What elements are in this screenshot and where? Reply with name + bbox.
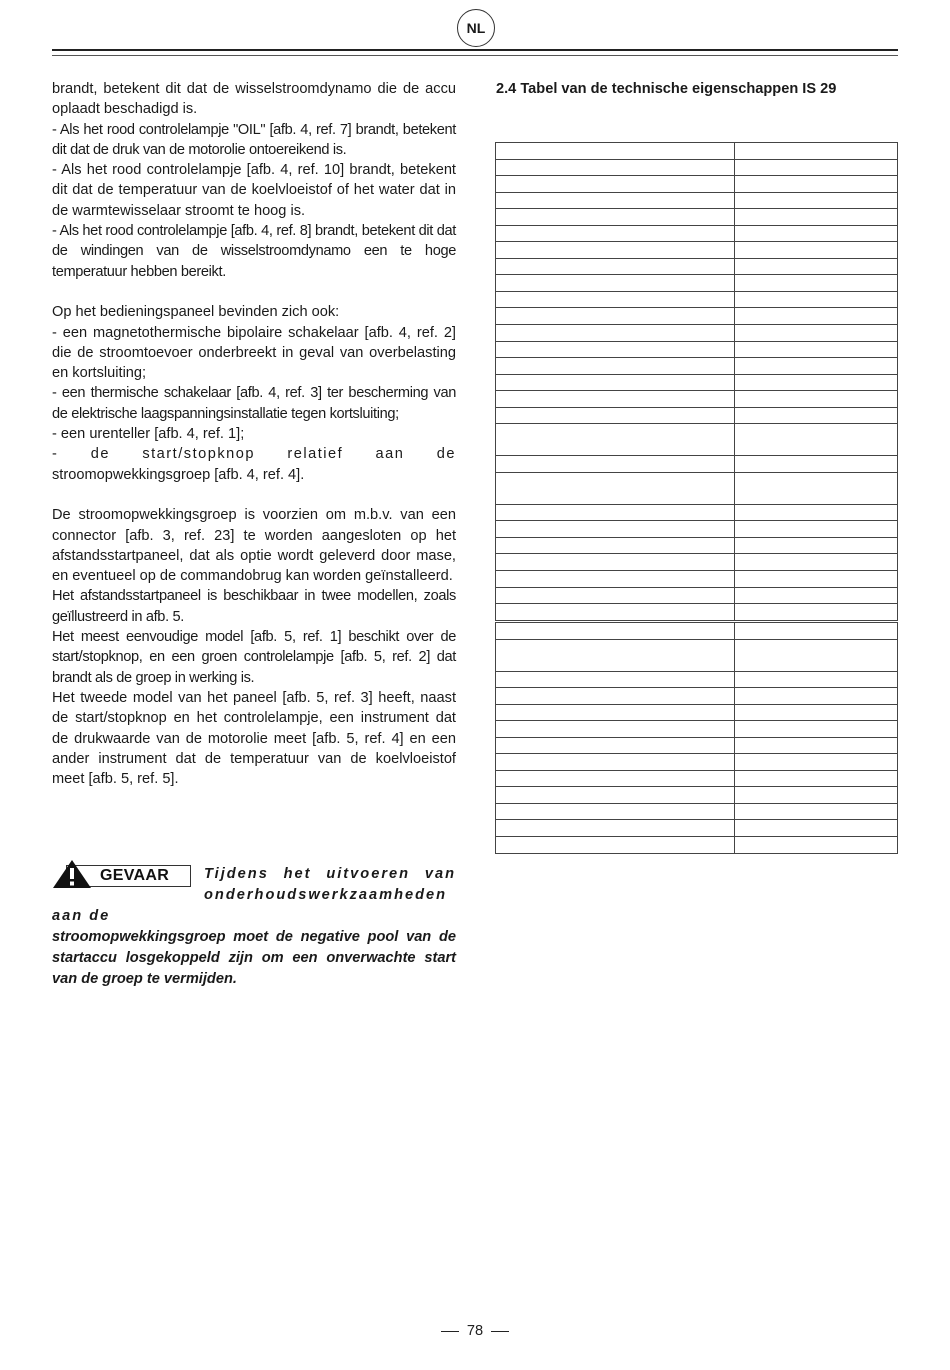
table-cell-value xyxy=(735,291,898,308)
header-rule-thin xyxy=(52,55,898,56)
table-row xyxy=(496,391,898,408)
table-row xyxy=(496,521,898,538)
table-cell-value xyxy=(735,623,898,640)
table-row xyxy=(496,671,898,688)
spec-table-2 xyxy=(495,622,898,854)
table-cell-value xyxy=(735,737,898,754)
table-cell-value xyxy=(735,424,898,456)
danger-label: GEVAAR xyxy=(100,867,170,884)
table-cell-value xyxy=(735,587,898,604)
table-cell-label xyxy=(496,358,735,375)
table-cell-label xyxy=(496,308,735,325)
table-cell-label xyxy=(496,521,735,538)
table-cell-label xyxy=(496,504,735,521)
table-cell-label xyxy=(496,820,735,837)
table-cell-value xyxy=(735,225,898,242)
table-cell-value xyxy=(735,209,898,226)
table-cell-label xyxy=(496,258,735,275)
table-row xyxy=(496,308,898,325)
table-cell-label xyxy=(496,325,735,342)
paragraph: - Als het rood controlelampje "OIL" [afb. 4, ref. 7] brandt, betekent dit dat de druk van de motorolie ontoereikend is. xyxy=(52,121,456,158)
table-cell-value xyxy=(735,803,898,820)
table-cell-value xyxy=(735,571,898,588)
table-cell-label xyxy=(496,571,735,588)
table-cell-value xyxy=(735,704,898,721)
list-item: - de start/stopknop relatief aan de xyxy=(52,446,456,463)
table-cell-label xyxy=(496,225,735,242)
table-row xyxy=(496,209,898,226)
table-cell-value xyxy=(735,671,898,688)
table-cell-value xyxy=(735,504,898,521)
table-cell-value xyxy=(735,754,898,771)
table-cell-label xyxy=(496,209,735,226)
table-cell-value xyxy=(735,770,898,787)
paragraph: - Als het rood controlelampje [afb. 4, ref. 8] brandt, betekent dit dat de windingen van de wisselstroomdynamo een te hoge temperatuur hebben bereikt. xyxy=(52,223,456,280)
table-row xyxy=(496,587,898,604)
table-cell-value xyxy=(735,242,898,259)
table-row xyxy=(496,770,898,787)
table-cell-value xyxy=(735,639,898,671)
language-badge xyxy=(457,9,495,47)
table-cell-value xyxy=(735,554,898,571)
section-title: 2.4 Tabel van de technische eigenschappen IS 29 xyxy=(496,81,837,97)
table-cell-value xyxy=(735,258,898,275)
table-cell-value xyxy=(735,837,898,854)
table-cell-label xyxy=(496,639,735,671)
warning-text: stroomopwekkingsgroep moet de negative pool van de startaccu losgekoppeld zijn om een onverwachte start van de groep te vermijden. xyxy=(52,929,456,987)
table-cell-label xyxy=(496,623,735,640)
table-cell-label xyxy=(496,721,735,738)
table-row xyxy=(496,754,898,771)
paragraph: Het meest eenvoudige model [afb. 5, ref. 1] beschikt over de start/stopknop, en een groen controlelampje [afb. 5, ref. 2] dat brandt als de groep in werking is. xyxy=(52,629,456,686)
table-row xyxy=(496,737,898,754)
table-cell-label xyxy=(496,374,735,391)
table-row xyxy=(496,604,898,621)
table-cell-label xyxy=(496,604,735,621)
table-cell-label xyxy=(496,671,735,688)
list-item: - een thermische schakelaar [afb. 4, ref. 3] ter bescherming van de elektrische laagspanningsinstallatie tegen kortsluiting; xyxy=(52,385,456,422)
list-item-continuation: stroomopwekkingsgroep [afb. 4, ref. 4]. xyxy=(52,466,305,483)
page-footer xyxy=(0,1323,950,1339)
table-row xyxy=(496,639,898,671)
table-cell-label xyxy=(496,456,735,473)
table-row xyxy=(496,688,898,705)
table-cell-value xyxy=(735,407,898,424)
table-row xyxy=(496,472,898,504)
table-row xyxy=(496,820,898,837)
table-row xyxy=(496,504,898,521)
table-cell-label xyxy=(496,770,735,787)
table-row xyxy=(496,275,898,292)
table-row xyxy=(496,721,898,738)
paragraph: Op het bedieningspaneel bevinden zich ook: xyxy=(52,304,340,321)
table-cell-label xyxy=(496,192,735,209)
table-row xyxy=(496,704,898,721)
table-cell-value xyxy=(735,192,898,209)
left-column xyxy=(52,79,456,789)
table-row xyxy=(496,571,898,588)
table-cell-value xyxy=(735,537,898,554)
page-number: 78 xyxy=(466,1323,484,1339)
table-cell-value xyxy=(735,358,898,375)
table-row xyxy=(496,787,898,804)
table-cell-label xyxy=(496,704,735,721)
table-cell-label xyxy=(496,143,735,160)
table-cell-value xyxy=(735,159,898,176)
table-cell-value xyxy=(735,374,898,391)
table-row xyxy=(496,537,898,554)
table-cell-value xyxy=(735,176,898,193)
table-row xyxy=(496,837,898,854)
table-cell-label xyxy=(496,837,735,854)
table-row xyxy=(496,803,898,820)
spec-table-1 xyxy=(495,142,898,621)
table-cell-value xyxy=(735,275,898,292)
table-cell-label xyxy=(496,587,735,604)
table-row xyxy=(496,291,898,308)
paragraph: Het tweede model van het paneel [afb. 5, ref. 3] heeft, naast de start/stopknop en het controlelampje, een instrument dat de drukwaarde van de motorolie meet [afb. 5, ref. 4] en een ander instrument dat de temperatuur van de koelvloeistof meet [afb. 5, ref. 5]. xyxy=(52,689,456,788)
list-item: - een urenteller [afb. 4, ref. 1]; xyxy=(52,426,245,443)
table-cell-label xyxy=(496,787,735,804)
table-cell-label xyxy=(496,424,735,456)
table-row xyxy=(496,407,898,424)
table-row xyxy=(496,159,898,176)
table-cell-value xyxy=(735,604,898,621)
table-cell-label xyxy=(496,275,735,292)
table-row xyxy=(496,424,898,456)
table-cell-label xyxy=(496,472,735,504)
table-cell-value xyxy=(735,143,898,160)
danger-warning xyxy=(52,864,456,990)
table-cell-value xyxy=(735,521,898,538)
table-row xyxy=(496,456,898,473)
table-cell-label xyxy=(496,737,735,754)
table-cell-label xyxy=(496,554,735,571)
warning-text: Tijdens het uitvoeren van onderhoudswerkzaamheden aan de xyxy=(52,866,456,924)
table-row xyxy=(496,623,898,640)
table-cell-value xyxy=(735,325,898,342)
table-cell-label xyxy=(496,159,735,176)
table-row xyxy=(496,143,898,160)
table-cell-value xyxy=(735,472,898,504)
table-row xyxy=(496,554,898,571)
header-rule xyxy=(52,49,898,51)
table-cell-label xyxy=(496,407,735,424)
table-row xyxy=(496,374,898,391)
danger-badge xyxy=(52,864,190,886)
paragraph: De stroomopwekkingsgroep is voorzien om m.b.v. van een connector [afb. 3, ref. 23] te worden aangesloten op het afstandsstartpaneel, dat als optie wordt geleverd door mase, en eventueel op de commandobrug kan worden geïnstalleerd. xyxy=(52,507,456,585)
table-cell-label xyxy=(496,688,735,705)
table-cell-value xyxy=(735,820,898,837)
table-row xyxy=(496,242,898,259)
paragraph: - Als het rood controlelampje [afb. 4, ref. 10] brandt, betekent dit dat de temperatuur van de koelvloeistof of het water dat in de warmtewisselaar stroomt te hoog is. xyxy=(52,162,456,219)
table-cell-label xyxy=(496,291,735,308)
table-row xyxy=(496,358,898,375)
table-cell-value xyxy=(735,308,898,325)
table-cell-value xyxy=(735,721,898,738)
table-cell-value xyxy=(735,787,898,804)
table-cell-label xyxy=(496,754,735,771)
table-row xyxy=(496,192,898,209)
table-cell-label xyxy=(496,537,735,554)
table-cell-value xyxy=(735,341,898,358)
table-cell-label xyxy=(496,391,735,408)
table-cell-label xyxy=(496,803,735,820)
table-cell-value xyxy=(735,456,898,473)
paragraph: brandt, betekent dit dat de wisselstroomdynamo die de accu oplaadt beschadigd is. xyxy=(52,81,456,118)
table-row xyxy=(496,176,898,193)
table-cell-label xyxy=(496,341,735,358)
table-cell-label xyxy=(496,176,735,193)
table-row xyxy=(496,258,898,275)
table-row xyxy=(496,325,898,342)
warning-triangle-icon xyxy=(52,859,92,889)
table-cell-value xyxy=(735,391,898,408)
table-row xyxy=(496,225,898,242)
table-cell-label xyxy=(496,242,735,259)
table-cell-value xyxy=(735,688,898,705)
paragraph: Het afstandsstartpaneel is beschikbaar in twee modellen, zoals geïllustreerd in afb. 5. xyxy=(52,588,456,625)
list-item: - een magnetothermische bipolaire schakelaar [afb. 4, ref. 2] die de stroomtoevoer onderbreekt in geval van overbelasting en kortsluiting; xyxy=(52,324,456,382)
language-code: NL xyxy=(466,20,486,36)
table-row xyxy=(496,341,898,358)
